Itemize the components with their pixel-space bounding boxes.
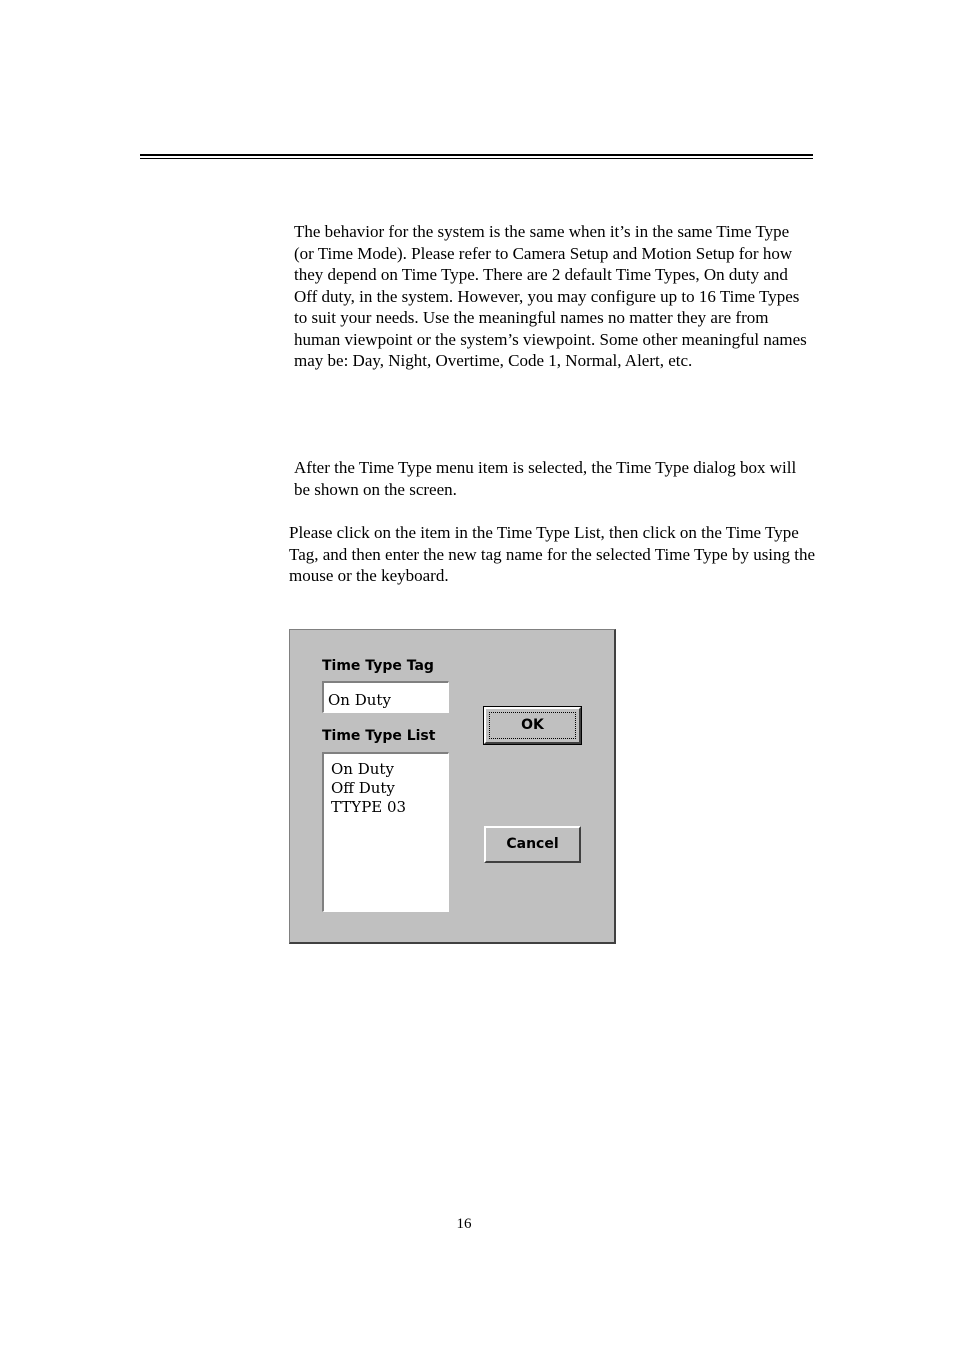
time-type-list-label: Time Type List	[322, 728, 436, 744]
header-rule-thin	[140, 158, 813, 159]
list-item[interactable]: On Duty	[331, 760, 394, 778]
list-item[interactable]: Off Duty	[331, 779, 395, 797]
time-type-tag-label: Time Type Tag	[322, 658, 434, 674]
header-rule-thick	[140, 154, 813, 156]
time-type-listbox[interactable]	[322, 752, 449, 912]
cancel-button[interactable]: Cancel	[484, 826, 581, 863]
intro-paragraph: The behavior for the system is the same when it’s in the same Time Type (or Time Mode). Please refer to Camera Setup and Motion Setup for how they depend on Time Type. There are 2 default Time Types, On duty and Off duty, in the system. However, you may configure up to 16 Time Types to suit your needs. Use the meaningful names no matter they are from human viewpoint or the system’s viewpoint. Some other meaningful names may be: Day, Night, Overtime, Code 1, Normal, Alert, etc.	[294, 222, 807, 370]
instructions-paragraph: Please click on the item in the Time Type List, then click on the Time Type Tag, and then enter the new tag name for the selected Time Type by using the mouse or the keyboard.	[289, 523, 816, 585]
dialog-intro-paragraph: After the Time Type menu item is selected, the Time Type dialog box will be shown on the screen.	[294, 458, 797, 499]
ok-button-label: OK	[489, 712, 576, 739]
list-item[interactable]: TTYPE 03	[331, 798, 407, 816]
ok-button[interactable]	[484, 707, 581, 744]
page-number: 16	[456, 1216, 472, 1232]
time-type-dialog	[289, 629, 616, 944]
time-type-tag-input[interactable]	[322, 681, 449, 713]
